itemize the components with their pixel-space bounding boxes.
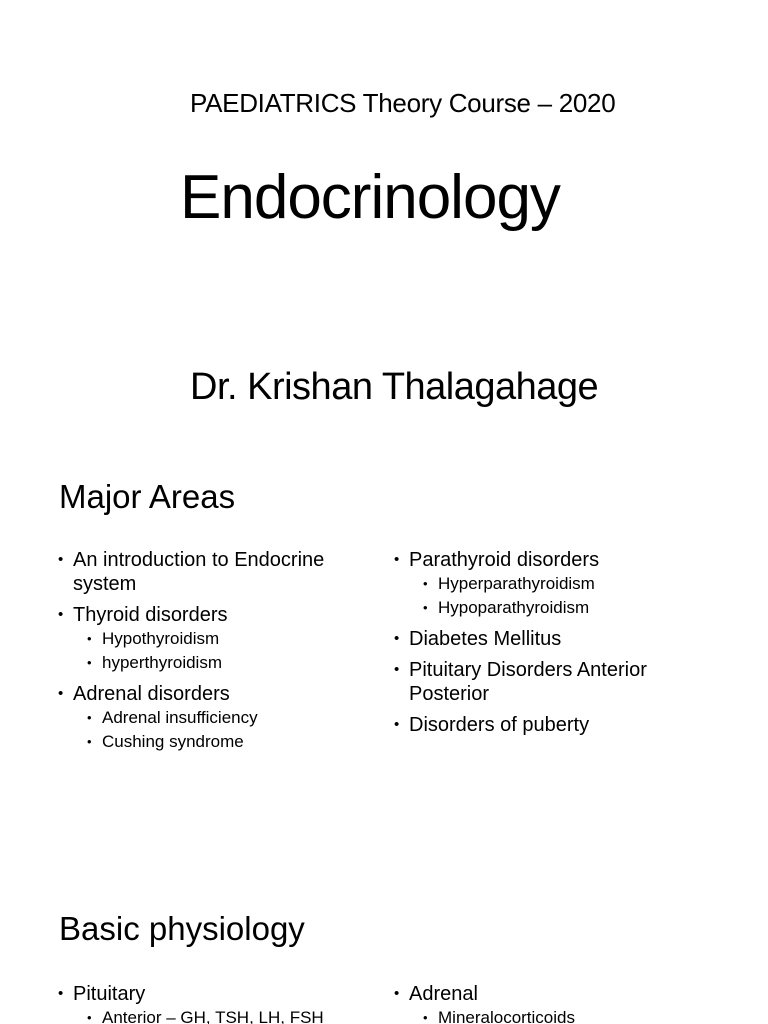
major-areas-heading: Major Areas [59, 478, 236, 515]
basic-physiology-right-list [394, 982, 724, 1024]
list-item [394, 627, 724, 651]
sub-list [409, 572, 724, 620]
sub-list [73, 1006, 378, 1024]
list-item [394, 982, 724, 1024]
list-item-label: Adrenal [409, 983, 478, 1005]
course-title: PAEDIATRICS Theory Course – 2020 [190, 88, 616, 118]
list-item [394, 548, 724, 620]
basic-physiology-left-list [58, 982, 378, 1024]
list-item [394, 713, 724, 737]
sub-list-item: • Hypothyroidism [73, 627, 378, 651]
list-item [58, 982, 378, 1024]
major-areas-right-list [394, 548, 724, 744]
list-item-label: Diabetes Mellitus [409, 628, 562, 650]
sub-list [409, 1006, 724, 1024]
sub-list-item: • Hypoparathyroidism [409, 596, 724, 620]
sub-list [73, 706, 378, 754]
list-item [58, 603, 378, 675]
title-slide [0, 0, 768, 452]
list-item [394, 658, 724, 706]
sub-list-item: • Adrenal insufficiency [73, 706, 378, 730]
basic-physiology-heading: Basic physiology [59, 910, 305, 947]
sub-list-item: • Anterior – GH, TSH, LH, FSH [73, 1006, 378, 1024]
major-areas-left-list [58, 548, 378, 761]
author-name: Dr. Krishan Thalagahage [190, 366, 599, 408]
list-item-label: Disorders of puberty [409, 714, 590, 736]
sub-list-item: • Cushing syndrome [73, 730, 378, 754]
list-item-label: Adrenal disorders [73, 683, 230, 705]
sub-list-item: • Hyperparathyroidism [409, 572, 724, 596]
list-item-label: Parathyroid disorders [409, 549, 600, 571]
list-item [58, 682, 378, 754]
list-item-label: Pituitary [73, 983, 146, 1005]
sub-list-item: • Mineralocorticoids [409, 1006, 724, 1024]
sub-list [73, 627, 378, 675]
lecture-title: Endocrinology [180, 163, 560, 232]
list-item-label: Pituitary Disorders Anterior Posterior [409, 659, 647, 705]
sub-list-item: • hyperthyroidism [73, 651, 378, 675]
list-item-label: Thyroid disorders [73, 604, 228, 626]
major-areas-slide [0, 452, 768, 876]
basic-physiology-slide [0, 876, 768, 1024]
list-item [58, 548, 378, 596]
list-item-label: An introduction to Endocrine system [73, 549, 325, 595]
